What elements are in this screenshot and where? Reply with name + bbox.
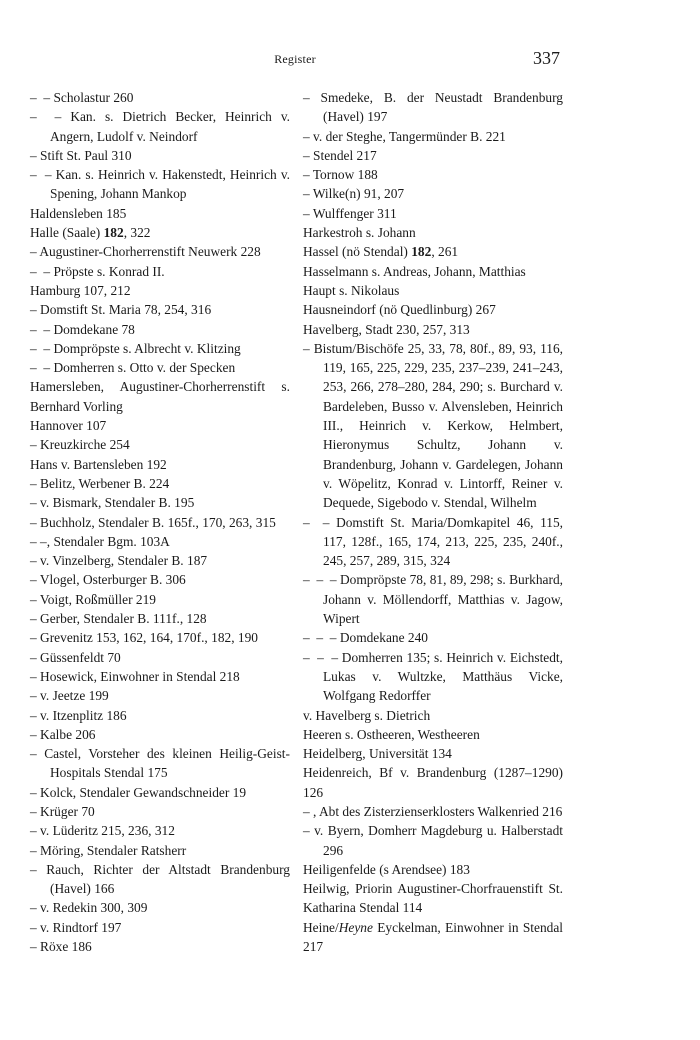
index-level-marks: – bbox=[30, 726, 41, 742]
index-entry bbox=[303, 744, 563, 763]
index-entry bbox=[30, 320, 290, 339]
index-entry bbox=[30, 532, 290, 551]
index-entry-text: Hamburg 107, 212 bbox=[30, 282, 131, 298]
index-entry bbox=[30, 339, 290, 358]
index-entry-text: Augustiner-Chorherrenstift Neuwerk 228 bbox=[39, 244, 261, 260]
index-entry-text: v. Itzenplitz 186 bbox=[40, 707, 127, 723]
index-level-marks: – bbox=[30, 611, 41, 627]
index-entry-text: Kolck, Stendaler Gewandschneider 19 bbox=[40, 784, 247, 800]
index-entry-text: Kalbe 206 bbox=[40, 726, 96, 742]
index-italic-variant: Heyne bbox=[338, 919, 373, 935]
index-entry bbox=[30, 262, 290, 281]
index-entry-text: Kreuzkirche 254 bbox=[40, 437, 130, 453]
index-entry-text: Pröpste s. Konrad II. bbox=[53, 263, 165, 279]
index-entry bbox=[30, 455, 290, 474]
index-level-marks: – – bbox=[30, 90, 54, 105]
index-entry-text: Güssenfeldt 70 bbox=[40, 649, 121, 665]
index-entry-text: Hausneindorf (nö Quedlinburg) 267 bbox=[303, 302, 496, 318]
index-level-marks: – bbox=[303, 90, 321, 105]
index-level-marks: – bbox=[30, 533, 41, 549]
index-entry-text: Dompröpste 78, 81, 89, 298; s. Burkhard, Johann v. Möllendorff, Matthias v. Jagow, Wipert bbox=[323, 572, 563, 627]
index-entry bbox=[30, 667, 290, 686]
index-entry bbox=[30, 802, 290, 821]
index-entry bbox=[30, 648, 290, 667]
index-entry-text: Heidenreich, Bf v. Brandenburg (1287–1290) 126 bbox=[303, 765, 563, 800]
index-entry bbox=[30, 435, 290, 454]
index-entry-text: Tornow 188 bbox=[312, 167, 378, 183]
index-level-marks: – – bbox=[303, 514, 337, 530]
index-level-marks: – bbox=[303, 167, 313, 183]
index-entry-text: v. Jeetze 199 bbox=[40, 688, 109, 704]
index-entry-text: Heine/ bbox=[303, 919, 339, 935]
index-entry bbox=[303, 146, 563, 165]
index-entry bbox=[30, 609, 290, 628]
index-level-marks: – bbox=[30, 668, 41, 684]
index-entry-text: Heidelberg, Universität 134 bbox=[303, 746, 452, 762]
index-level-marks: – bbox=[30, 823, 41, 839]
index-level-marks: – – bbox=[30, 340, 54, 356]
index-level-marks: – bbox=[30, 302, 41, 318]
index-entry bbox=[30, 841, 290, 860]
index-entry bbox=[30, 300, 290, 319]
index-column-left bbox=[30, 88, 290, 956]
index-entry bbox=[303, 281, 563, 300]
index-level-marks: – bbox=[303, 803, 314, 819]
index-entry bbox=[30, 223, 290, 242]
index-entry-text: Rauch, Richter der Altstadt Brandenburg (Havel) 166 bbox=[46, 861, 290, 897]
index-entry-text: Wulffenger 311 bbox=[312, 205, 397, 221]
index-entry-text: Heilwig, Priorin Augustiner-Chorfrauenstift St. Katharina Stendal 114 bbox=[303, 881, 563, 916]
index-entry bbox=[303, 802, 563, 821]
index-entry-text: Belitz, Werbener B. 224 bbox=[40, 475, 170, 491]
index-entry-text: Grevenitz 153, 162, 164, 170f., 182, 190 bbox=[40, 630, 258, 646]
index-entry bbox=[30, 88, 290, 107]
index-level-marks: – – – bbox=[303, 630, 340, 646]
index-entry bbox=[303, 513, 563, 571]
index-entry bbox=[30, 107, 290, 146]
index-level-marks: – bbox=[30, 437, 41, 453]
index-level-marks: – bbox=[30, 630, 41, 646]
index-level-marks: – – – bbox=[303, 649, 342, 665]
index-entry-text: Harkestroh s. Johann bbox=[303, 225, 416, 241]
index-entry bbox=[30, 358, 290, 377]
index-entry-text-after: , 322 bbox=[123, 225, 151, 241]
index-level-marks: – bbox=[30, 495, 41, 511]
index-level-marks: – bbox=[30, 803, 41, 819]
index-entry bbox=[303, 184, 563, 203]
index-level-marks: – – bbox=[30, 263, 54, 279]
index-entry bbox=[30, 165, 290, 204]
index-entry-text: Heiligenfelde (s Arendsee) 183 bbox=[303, 861, 470, 877]
index-level-marks: – bbox=[30, 572, 40, 588]
running-title: Register bbox=[274, 52, 316, 66]
index-entry bbox=[303, 918, 563, 957]
index-entry bbox=[30, 570, 290, 589]
index-entry-text: Domdekane 240 bbox=[339, 630, 428, 646]
index-entry bbox=[303, 223, 563, 242]
index-level-marks: – – bbox=[30, 167, 56, 183]
index-entry bbox=[30, 686, 290, 705]
index-bold-page-ref: 182 bbox=[411, 244, 432, 260]
index-level-marks: – bbox=[30, 591, 40, 607]
index-level-marks: – – bbox=[30, 321, 54, 337]
index-entry bbox=[303, 706, 563, 725]
index-level-marks: – bbox=[30, 688, 41, 704]
index-level-marks: – bbox=[30, 514, 41, 530]
index-entry-text: Hosewick, Einwohner in Stendal 218 bbox=[40, 668, 240, 684]
index-level-marks: – – bbox=[30, 360, 54, 376]
index-entry-text: Stift St. Paul 310 bbox=[40, 147, 132, 163]
index-entry-text: Haupt s. Nikolaus bbox=[303, 282, 400, 298]
index-entry bbox=[30, 377, 290, 416]
index-entry-text: v. Redekin 300, 309 bbox=[40, 900, 148, 916]
index-entry-text: Castel, Vorsteher des kleinen Heilig-Geist-Hospitals Stendal 175 bbox=[44, 746, 290, 781]
index-entry-text: Heeren s. Ostheeren, Westheeren bbox=[303, 726, 480, 742]
index-entry bbox=[30, 590, 290, 609]
index-entry-text: v. Bismark, Stendaler B. 195 bbox=[40, 495, 195, 511]
index-entry-text: v. Byern, Domherr Magdeburg u. Halberstadt 296 bbox=[314, 823, 563, 858]
index-entry bbox=[30, 628, 290, 647]
index-entry-text: Domdekane 78 bbox=[53, 321, 135, 337]
page-header bbox=[30, 48, 560, 74]
index-entry-text: , Abt des Zisterzienserklosters Walkenried 216 bbox=[313, 803, 563, 819]
index-entry bbox=[303, 725, 563, 744]
index-entry bbox=[30, 725, 290, 744]
index-entry bbox=[30, 493, 290, 512]
index-entry bbox=[303, 570, 563, 628]
index-entry bbox=[303, 88, 563, 127]
index-entry bbox=[303, 763, 563, 802]
index-level-marks: – bbox=[30, 861, 47, 877]
index-entry-text: Scholastur 260 bbox=[53, 90, 134, 105]
index-entry-text: Bistum/Bischöfe 25, 33, 78, 80f., 89, 93, 116, 119, 165, 225, 229, 235, 237–239, 241–243, 253, 266, 278–280, 284, 290; s. Burchard v. Bardeleben, Busso v. Alvensleben, Heinrich III., Heinrich v. Kerkow, Helmbert, Hieronymus Schultz, Johann v. Brandenburg, Johann v. Gardelegen, Johann v. Wöpelitz, Konrad v. Lintorff, Reiner v. Dequede, Sigebodo v. Stendal, Wilhelm bbox=[313, 340, 564, 511]
index-entry-text: v. der Steghe, Tangermünder B. 221 bbox=[313, 128, 506, 144]
index-level-marks: – bbox=[30, 939, 41, 955]
index-entry-text: Buchholz, Stendaler B. 165f., 170, 263, 315 bbox=[40, 514, 276, 530]
index-level-marks: – bbox=[303, 823, 315, 839]
index-entry bbox=[30, 937, 290, 956]
index-entry bbox=[30, 474, 290, 493]
index-entry bbox=[30, 416, 290, 435]
index-entry-text: Dompröpste s. Albrecht v. Klitzing bbox=[53, 340, 241, 356]
index-entry-text: Voigt, Roßmüller 219 bbox=[39, 591, 156, 607]
page-number: 337 bbox=[533, 48, 560, 68]
index-entry-text: Havelberg, Stadt 230, 257, 313 bbox=[303, 321, 470, 337]
index-entry-text: v. Rindtorf 197 bbox=[40, 919, 122, 935]
index-entry-text: Domherren 135; s. Heinrich v. Eichstedt, Lukas v. Wultzke, Matthäus Vicke, Wolfgang Redorffer bbox=[323, 649, 564, 704]
index-level-marks: – bbox=[303, 186, 313, 202]
index-entry bbox=[30, 281, 290, 300]
index-entry-text: Hannover 107 bbox=[30, 418, 107, 434]
index-entry bbox=[303, 300, 563, 319]
index-entry-text-after: Eyckelman, Einwohner in Stendal 217 bbox=[303, 919, 563, 955]
index-entry bbox=[303, 339, 563, 513]
index-entry-text: Halle (Saale) bbox=[30, 225, 104, 241]
index-entry bbox=[30, 242, 290, 261]
index-level-marks: – bbox=[30, 553, 41, 569]
index-entry-text: Domherren s. Otto v. der Specken bbox=[53, 360, 236, 376]
index-entry-text: Haldensleben 185 bbox=[30, 205, 127, 221]
index-entry bbox=[30, 898, 290, 917]
index-entry bbox=[303, 204, 563, 223]
index-entry bbox=[30, 513, 290, 532]
index-entry-text: –, Stendaler Bgm. 103A bbox=[40, 533, 170, 549]
index-level-marks: – bbox=[30, 707, 41, 723]
index-entry-text: Gerber, Stendaler B. 111f., 128 bbox=[40, 611, 207, 627]
index-entry bbox=[30, 706, 290, 725]
index-entry-text: v. Havelberg s. Dietrich bbox=[303, 707, 431, 723]
index-entry bbox=[30, 146, 290, 165]
index-entry-text: Domstift St. Maria/Domkapitel 46, 115, 117, 128f., 165, 174, 213, 225, 235, 240f., 245, 257, 289, 315, 324 bbox=[323, 514, 563, 569]
index-entry bbox=[303, 127, 563, 146]
index-level-marks: – bbox=[303, 340, 314, 356]
index-entry-text: v. Vinzelberg, Stendaler B. 187 bbox=[40, 553, 208, 569]
index-entry bbox=[303, 879, 563, 918]
index-entry-text: Hasselmann s. Andreas, Johann, Matthias bbox=[303, 263, 526, 279]
index-entry-text: Möring, Stendaler Ratsherr bbox=[40, 842, 187, 858]
index-entry bbox=[303, 628, 563, 647]
index-entry bbox=[303, 320, 563, 339]
index-level-marks: – bbox=[30, 649, 41, 665]
index-entry-text: Hassel (nö Stendal) bbox=[303, 244, 412, 260]
index-entry-text: Röxe 186 bbox=[40, 939, 92, 955]
index-level-marks: – bbox=[303, 128, 314, 144]
index-level-marks: – bbox=[30, 900, 41, 916]
index-entry-text-after: , 261 bbox=[431, 244, 459, 260]
index-entry bbox=[303, 262, 563, 281]
index-entry-text: Krüger 70 bbox=[40, 803, 95, 819]
index-level-marks: – – bbox=[30, 109, 71, 125]
index-entry-text: Wilke(n) 91, 207 bbox=[312, 186, 405, 202]
index-entry bbox=[30, 860, 290, 899]
index-entry bbox=[303, 648, 563, 706]
index-level-marks: – bbox=[30, 919, 41, 935]
index-entry bbox=[303, 242, 563, 261]
index-level-marks: – bbox=[30, 842, 41, 858]
index-entry-text: Hamersleben, Augustiner-Chorherrenstift s. Bernhard Vorling bbox=[30, 379, 290, 414]
index-entry-text: Kan. s. Heinrich v. Hakenstedt, Heinrich v. Spening, Johann Mankop bbox=[50, 167, 291, 202]
index-entry-text: Hans v. Bartensleben 192 bbox=[30, 456, 167, 472]
index-level-marks: – bbox=[30, 784, 41, 800]
index-bold-page-ref: 182 bbox=[103, 225, 124, 241]
index-column-right bbox=[303, 88, 563, 956]
index-entry bbox=[30, 744, 290, 783]
index-level-marks: – bbox=[30, 475, 41, 491]
index-entry bbox=[30, 204, 290, 223]
index-entry bbox=[303, 821, 563, 860]
index-level-marks: – bbox=[30, 746, 45, 762]
index-level-marks: – – – bbox=[303, 572, 340, 588]
index-entry-text: v. Lüderitz 215, 236, 312 bbox=[40, 823, 175, 839]
index-level-marks: – bbox=[30, 147, 41, 163]
index-entry bbox=[30, 821, 290, 840]
index-entry bbox=[30, 918, 290, 937]
index-entry bbox=[30, 551, 290, 570]
index-level-marks: – bbox=[303, 147, 314, 163]
index-level-marks: – bbox=[30, 244, 40, 260]
index-entry bbox=[303, 165, 563, 184]
index-entry-text: Smedeke, B. der Neustadt Brandenburg (Havel) 197 bbox=[320, 90, 563, 125]
index-entry-text: Domstift St. Maria 78, 254, 316 bbox=[40, 302, 212, 318]
index-entry bbox=[30, 783, 290, 802]
index-entry bbox=[303, 860, 563, 879]
index-entry-text: Kan. s. Dietrich Becker, Heinrich v. Angern, Ludolf v. Neindorf bbox=[50, 109, 291, 144]
index-entry-text: Vlogel, Osterburger B. 306 bbox=[39, 572, 186, 588]
index-level-marks: – bbox=[303, 205, 313, 221]
index-entry-text: Stendel 217 bbox=[313, 147, 377, 163]
